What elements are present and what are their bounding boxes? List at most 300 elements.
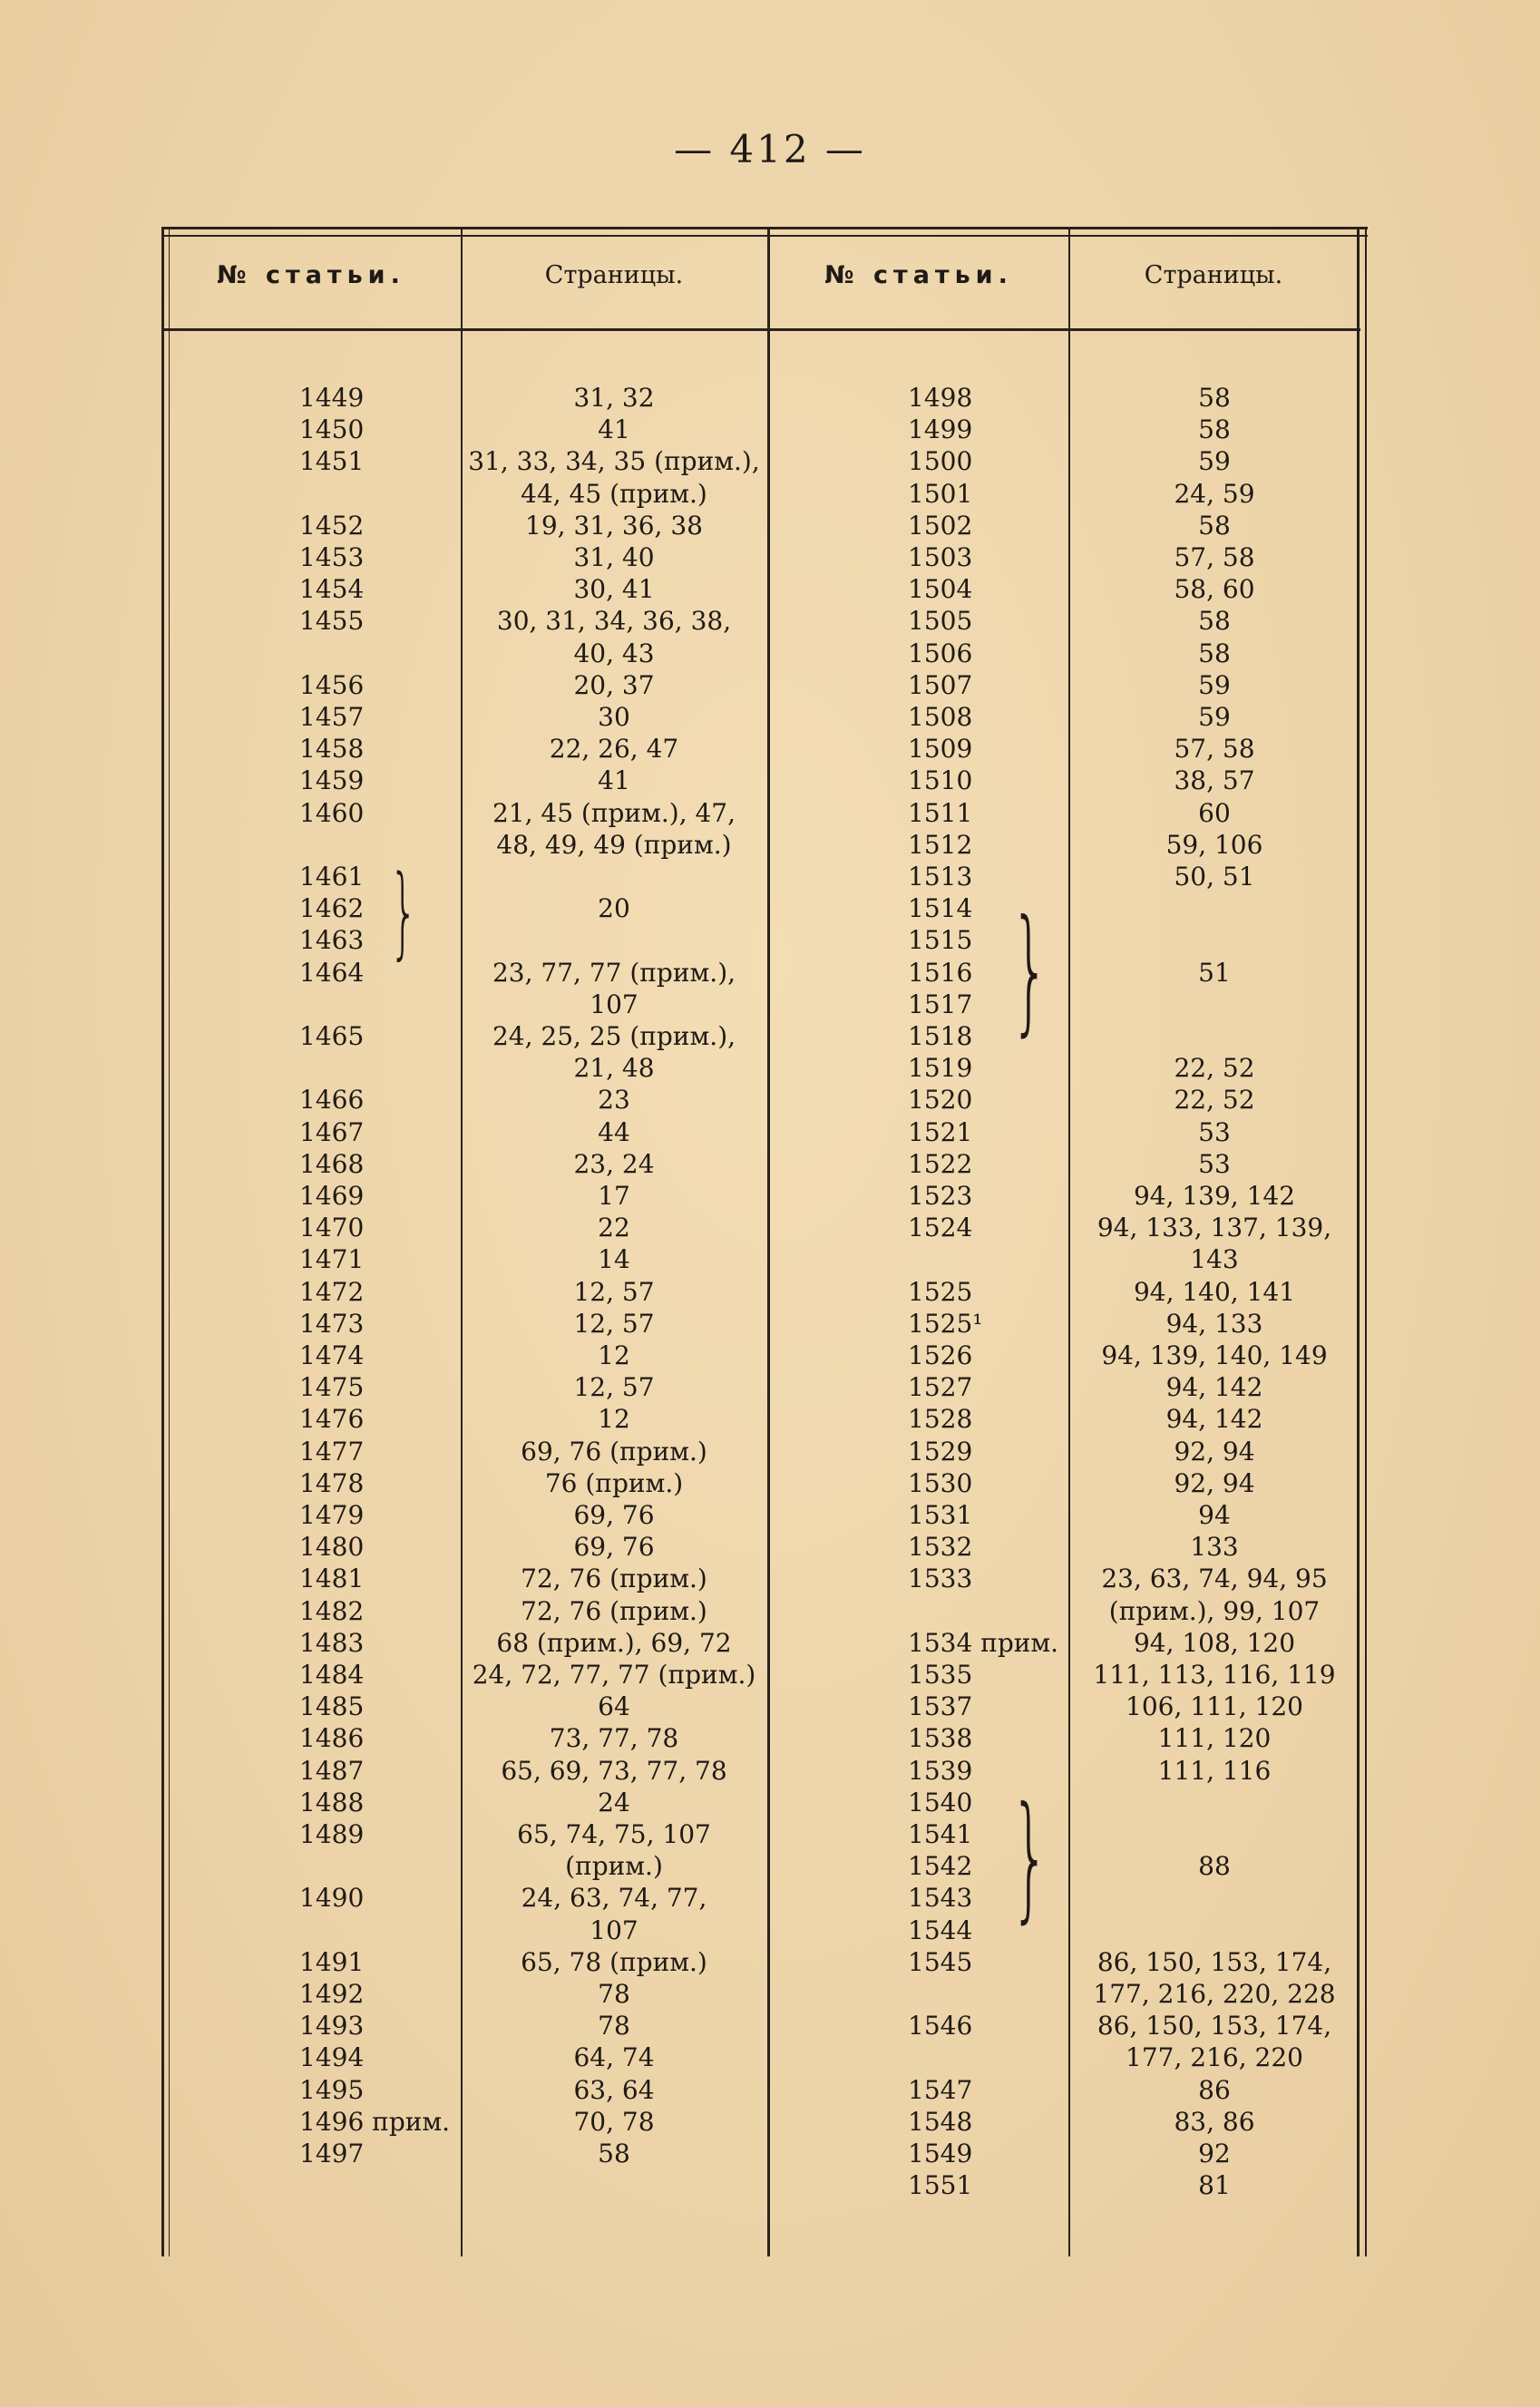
article-number-text: 1468 [299,1148,365,1179]
article-number-text: 1535 [908,1660,973,1690]
pages-text: 59, 106 [1165,829,1263,860]
pages-cell [461,829,767,861]
pages-cell [1068,1084,1360,1116]
pages-text: 44, 45 (прим.) [521,478,707,509]
article-number-text: 1544 [908,1915,973,1945]
pages-text: 94, 133, 137, 139, [1097,1213,1332,1243]
pages-cell [461,638,767,669]
article-number-text: 1489 [299,1819,365,1849]
article-number [769,733,1068,765]
article-number-text: 1509 [908,734,973,765]
pages-text: 24, 63, 74, 77, [521,1883,707,1914]
pages-text: 107 [590,1915,638,1945]
article-number [769,1499,1068,1531]
article-number-text: 1460 [299,797,365,828]
article-number-text: 1540 [908,1787,973,1817]
article-number-text: 1543 [908,1883,973,1914]
pages-cell [461,1308,767,1340]
pages-cell [1068,2010,1360,2042]
pages-cell [461,2138,767,2169]
pages-cell [1068,1915,1360,1946]
pages-text: 48, 49, 49 (прим.) [496,829,732,860]
article-number-text: 1499 [908,414,973,445]
pages-cell [1068,1978,1360,2010]
article-number-text: 1453 [299,542,365,572]
article-number-text: 1472 [299,1276,365,1307]
header-right-pages: Страницы. [1144,261,1283,289]
article-number-text: 1539 [908,1755,973,1786]
article-number [769,1116,1068,1148]
pages-cell [461,1436,767,1467]
pages-cell [1068,573,1360,605]
pages-cell [461,1978,767,2010]
pages-text: 59 [1198,446,1231,477]
pages-text: 58 [1198,638,1231,668]
article-number-text: 1487 [299,1755,365,1786]
pages-text: 58 [1198,414,1231,445]
pages-cell [1068,924,1360,956]
page-number: — 412 — [674,127,866,171]
pages-cell [1068,892,1360,924]
article-number-text: 1523 [908,1181,973,1211]
article-number [161,1467,461,1499]
pages-cell [461,797,767,829]
article-number-text: 1508 [908,702,973,732]
pages-text: 94, 139, 142 [1133,1181,1296,1211]
pages-text: (прим.) [565,1851,663,1882]
article-number [161,2042,461,2073]
pages-text: 23, 77, 77 (прим.), [492,957,736,988]
pages-cell [1068,957,1360,989]
pages-text: 94, 142 [1165,1404,1263,1435]
pages-cell [461,1659,767,1691]
pages-cell [461,1818,767,1850]
article-number-text: 1483 [299,1627,365,1658]
article-number-text: 1454 [299,574,365,605]
pages-text: 94, 139, 140, 149 [1101,1340,1328,1370]
pages-text: 78 [598,2011,630,2042]
article-number [161,1595,461,1627]
pages-cell [1068,1595,1360,1627]
pages-text: 22, 52 [1174,1053,1255,1084]
article-number-text: 1469 [299,1181,365,1211]
article-number [769,1563,1068,1594]
pages-cell [1068,765,1360,796]
pages-cell [461,1915,767,1946]
pages-cell [1068,797,1360,829]
article-number-text: 1494 [299,2042,365,2073]
pages-text: 40, 43 [573,638,655,668]
pages-text: 73, 77, 78 [549,1723,679,1754]
article-number-text: 1526 [908,1340,973,1370]
article-number-text: 1482 [299,1595,365,1626]
article-number-text: 1452 [299,510,365,541]
pages-cell [461,1627,767,1659]
pages-cell [1068,1276,1360,1308]
article-number [161,1659,461,1691]
pages-cell [461,1371,767,1403]
article-number-text: 1525 [908,1276,973,1307]
pages-cell [1068,638,1360,669]
pages-cell [461,1691,767,1722]
pages-cell [1068,733,1360,765]
article-number [161,989,461,1020]
pages-cell [461,957,767,989]
article-number [161,1722,461,1754]
table-top-rule-inner [161,235,1368,237]
pages-cell [461,924,767,956]
table-right-border-outer [1365,227,1367,2256]
article-number-text: 1459 [299,765,365,796]
article-number [161,1946,461,1978]
article-number [769,414,1068,445]
pages-text: 63, 64 [573,2074,655,2105]
pages-cell [1068,701,1360,733]
article-number-text: 1470 [299,1213,365,1243]
pages-text: 111, 116 [1157,1755,1272,1786]
article-number [161,1340,461,1371]
article-number [161,478,461,510]
article-number [769,2169,1068,2201]
pages-text: 64, 74 [573,2042,655,2073]
pages-cell [1068,1531,1360,1563]
article-number [769,669,1068,701]
pages-cell [1068,1946,1360,1978]
article-number [161,1787,461,1818]
article-number-text: 1527 [908,1372,973,1403]
pages-cell [461,1212,767,1243]
pages-text: 177, 216, 220 [1126,2042,1303,2073]
pages-cell [461,2010,767,2042]
pages-cell [1068,382,1360,414]
pages-text: 57, 58 [1174,734,1255,765]
pages-cell [461,1148,767,1180]
pages-cell [461,573,767,605]
brace-1540-1544: } [1010,1778,1050,1936]
pages-cell [461,1467,767,1499]
article-number-text: 1449 [299,383,365,413]
pages-cell [461,1180,767,1212]
article-number-text: 1530 [908,1467,973,1498]
article-number [161,1052,461,1084]
article-number-text: 1511 [908,797,973,828]
article-number-text: 1502 [908,510,973,541]
pages-cell [1068,1467,1360,1499]
pages-cell [1068,1020,1360,1052]
pages-text: 94, 140, 141 [1133,1276,1296,1307]
article-number-text: 1496 прим. [299,2106,451,2137]
pages-text: 31, 33, 34, 35 (прим.), [468,446,760,477]
article-number-text: 1528 [908,1404,973,1435]
article-number-text: 1481 [299,1564,365,1594]
article-number [769,1308,1068,1340]
article-number-text: 1457 [299,702,365,732]
header-left-pages: Страницы. [544,261,684,289]
table-top-rule [161,227,1368,229]
pages-cell [461,989,767,1020]
pages-text: 14 [598,1244,630,1275]
header-right-article: № статьи. [824,261,1013,289]
pages-text: 22, 26, 47 [549,734,679,765]
pages-cell [1068,1563,1360,1594]
article-number [161,1627,461,1659]
pages-cell [1068,829,1360,861]
article-number-text: 1479 [299,1500,365,1530]
article-number [161,765,461,796]
pages-text: 60 [1198,797,1231,828]
article-number-text: 1498 [908,383,973,413]
article-number-text: 1532 [908,1532,973,1563]
header-bottom-rule [161,328,1360,331]
article-number [769,2010,1068,2042]
article-number-text: 1519 [908,1053,973,1084]
article-number [161,2074,461,2106]
pages-text: 24, 25, 25 (прим.), [492,1021,736,1051]
pages-cell [461,733,767,765]
pages-cell [1068,1722,1360,1754]
pages-cell [1068,1691,1360,1722]
article-number-text: 1513 [908,862,973,892]
article-number-text: 1497 [299,2139,365,2168]
article-number [161,541,461,573]
pages-cell [1068,861,1360,892]
pages-text: 111, 113, 116, 119 [1093,1660,1336,1690]
pages-text: 17 [598,1181,630,1211]
article-number [161,1818,461,1850]
pages-cell [461,669,767,701]
article-number-text: 1464 [299,957,365,988]
pages-cell [461,1276,767,1308]
article-number [161,1243,461,1275]
pages-cell [1068,2042,1360,2073]
pages-cell [461,701,767,733]
article-number [161,1116,461,1148]
article-number [769,1595,1068,1627]
pages-cell [461,1755,767,1787]
pages-text: 92, 94 [1174,1467,1255,1498]
article-number [161,669,461,701]
pages-text: (прим.), 99, 107 [1108,1595,1321,1626]
article-number-text: 1466 [299,1085,365,1116]
article-number-text: 1486 [299,1723,365,1754]
article-number-text: 1515 [908,925,973,956]
article-number [769,1276,1068,1308]
article-number-text: 1490 [299,1883,365,1914]
pages-text: 106, 111, 120 [1126,1691,1303,1722]
article-number-text: 1493 [299,2011,365,2042]
article-number-text: 1551 [908,2170,973,2201]
pages-cell [461,1499,767,1531]
article-number [769,1084,1068,1116]
pages-cell [461,1020,767,1052]
pages-text: 143 [1190,1244,1239,1275]
article-number [161,605,461,637]
article-number [161,1531,461,1563]
article-number [769,382,1068,414]
article-number-text: 1522 [908,1148,973,1179]
article-number-text: 1485 [299,1691,365,1722]
pages-cell [461,541,767,573]
pages-text: 12, 57 [573,1308,655,1339]
pages-cell [461,1403,767,1435]
pages-cell [1068,414,1360,445]
article-number-text: 1484 [299,1660,365,1690]
pages-cell [461,1531,767,1563]
article-number [161,1499,461,1531]
article-number [769,573,1068,605]
pages-cell [1068,1308,1360,1340]
pages-text: 30, 41 [573,574,655,605]
article-number-text: 1541 [908,1819,973,1849]
article-number [161,1180,461,1212]
article-number-text: 1461 [299,862,365,892]
pages-cell [1068,510,1360,541]
article-number [769,861,1068,892]
pages-cell [461,2074,767,2106]
article-number [769,478,1068,510]
article-number [769,2074,1068,2106]
article-number [161,1276,461,1308]
article-number [161,1212,461,1243]
article-number [769,1691,1068,1722]
article-number-text: 1462 [299,893,365,924]
article-number-text: 1467 [299,1116,365,1147]
pages-text: 133 [1190,1532,1239,1563]
article-number-text: 1548 [908,2106,973,2137]
pages-text: 59 [1198,702,1231,732]
article-number [161,573,461,605]
article-number-text: 1500 [908,446,973,477]
pages-text: 86, 150, 153, 174, [1097,1946,1332,1977]
article-number-text: 1456 [299,669,365,700]
pages-text: 88 [1198,1851,1231,1882]
pages-cell [461,1787,767,1818]
article-number-text: 1473 [299,1308,365,1339]
pages-cell [1068,541,1360,573]
article-number [769,541,1068,573]
pages-text: 107 [590,989,638,1019]
article-number [161,1084,461,1116]
pages-text: 94 [1198,1500,1231,1530]
pages-cell [461,2042,767,2073]
article-number [769,1978,1068,2010]
article-number-text: 1477 [299,1436,365,1467]
pages-cell [1068,1212,1360,1243]
pages-text: 177, 216, 220, 228 [1093,1979,1336,2009]
pages-text: 30 [598,702,630,732]
pages-cell [461,1946,767,1978]
pages-text: 12, 57 [573,1276,655,1307]
article-number [769,510,1068,541]
article-number-text: 1476 [299,1404,365,1435]
pages-cell [1068,1850,1360,1882]
article-number-text: 1507 [908,669,973,700]
article-number-text: 1451 [299,446,365,477]
pages-text: 20, 37 [573,669,655,700]
pages-text: 30, 31, 34, 36, 38, [496,606,732,637]
pages-text: 94, 108, 120 [1133,1627,1296,1658]
pages-text: 41 [598,414,630,445]
pages-cell [1068,1052,1360,1084]
pages-text: 53 [1198,1148,1231,1179]
brace-1461-1463: } [389,853,418,970]
pages-cell [1068,2169,1360,2201]
pages-text: 76 (прим.) [544,1467,684,1498]
pages-text: 81 [1198,2170,1231,2201]
pages-text: 69, 76 (прим.) [521,1436,707,1467]
pages-text: 86 [1198,2074,1231,2105]
pages-text: 94, 133 [1165,1308,1263,1339]
header-left-article: № статьи. [217,261,405,289]
pages-text: 57, 58 [1174,542,1255,572]
pages-text: 78 [598,1979,630,2009]
article-number [161,1371,461,1403]
pages-text: 41 [598,765,630,796]
article-number [769,1627,1068,1659]
pages-cell [1068,1116,1360,1148]
pages-text: 72, 76 (прим.) [521,1595,707,1626]
pages-cell [1068,2106,1360,2138]
pages-text: 21, 48 [573,1053,655,1084]
article-number [769,1659,1068,1691]
pages-cell [1068,605,1360,637]
article-number [161,445,461,477]
pages-cell [1068,1340,1360,1371]
pages-cell [1068,2074,1360,2106]
pages-cell [1068,1243,1360,1275]
article-number-text: 1491 [299,1946,365,1977]
pages-text: 86, 150, 153, 174, [1097,2011,1332,2042]
pages-cell [1068,1659,1360,1691]
pages-cell [1068,1882,1360,1914]
pages-text: 23, 63, 74, 94, 95 [1101,1564,1328,1594]
pages-text: 21, 45 (прим.), 47, [492,797,736,828]
pages-text: 24, 72, 77, 77 (прим.) [472,1660,756,1690]
pages-cell [461,510,767,541]
pages-cell [1068,1403,1360,1435]
pages-text: 51 [1198,957,1231,988]
pages-cell [461,1243,767,1275]
pages-cell [1068,478,1360,510]
article-number [161,1403,461,1435]
article-number [769,1371,1068,1403]
pages-text: 58 [1198,606,1231,637]
pages-cell [461,1850,767,1882]
pages-cell [461,1722,767,1754]
article-number [161,1978,461,2010]
article-number [769,638,1068,669]
pages-text: 44 [598,1116,630,1147]
article-number-text: 1450 [299,414,365,445]
article-number [769,2042,1068,2073]
pages-text: 58 [598,2139,630,2168]
pages-text: 65, 78 (прим.) [521,1946,707,1977]
pages-text: 12, 57 [573,1372,655,1403]
pages-cell [461,892,767,924]
article-number [161,1850,461,1882]
pages-text: 70, 78 [573,2106,655,2137]
pages-text: 12 [598,1340,630,1370]
pages-cell [461,1340,767,1371]
pages-cell [461,1084,767,1116]
pages-cell [461,605,767,637]
pages-cell [1068,1371,1360,1403]
article-number [161,701,461,733]
article-number [769,1531,1068,1563]
article-number [161,1308,461,1340]
article-number [161,2010,461,2042]
article-number [161,797,461,829]
